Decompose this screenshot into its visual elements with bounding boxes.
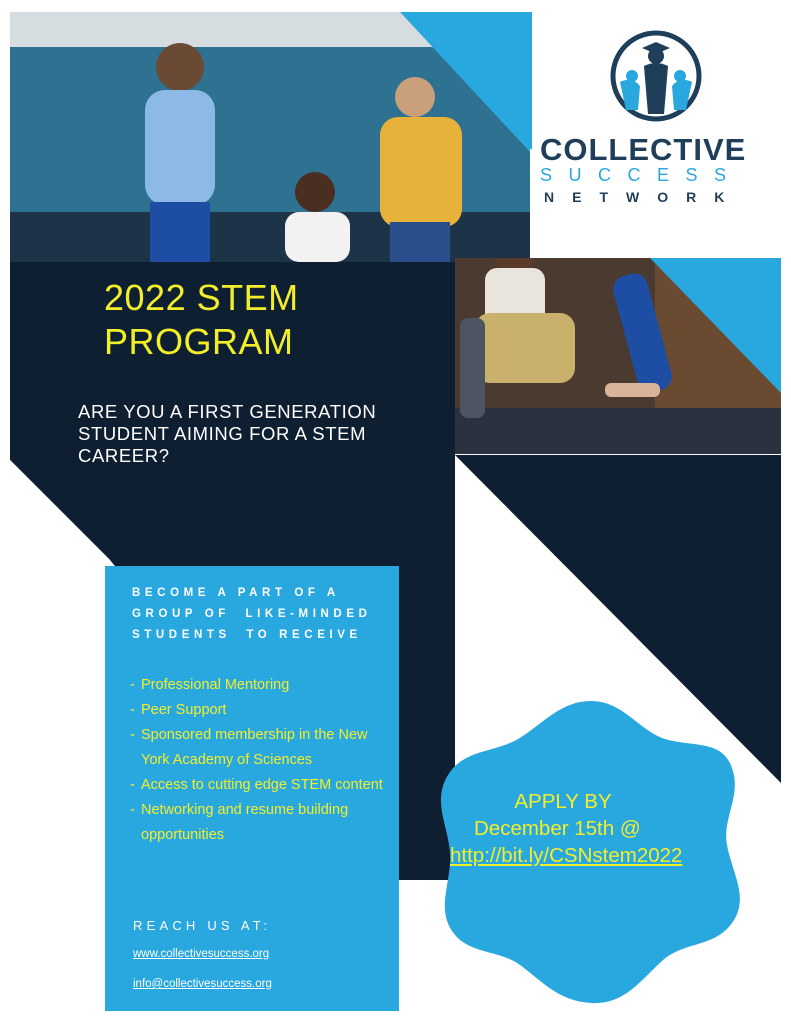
info-heading (132, 583, 392, 646)
benefit-item: - Networking and resume building opportunities (130, 798, 390, 848)
hero-photo (10, 12, 530, 262)
apply-deadline: December 15th @ (474, 817, 641, 840)
logo-wordmark-network: NETWORK (544, 189, 743, 205)
benefit-item: - Sponsored membership in the New York Academy of Sciences (130, 723, 390, 773)
benefit-item: - Access to cutting edge STEM content (130, 773, 390, 798)
program-title-line2: PROGRAM (104, 321, 294, 362)
logo-wordmark-success: SUCCESS (540, 165, 743, 185)
reach-us-label: REACH US AT: (133, 918, 272, 933)
email-link[interactable]: info@collectivesuccess.org (133, 978, 272, 990)
program-title (104, 276, 434, 364)
audience-question: ARE YOU A FIRST GENERATION STUDENT AIMING FOR A STEM CAREER? (78, 401, 377, 466)
website-link[interactable]: www.collectivesuccess.org (133, 948, 270, 960)
benefit-item: - Professional Mentoring (130, 673, 390, 698)
info-heading-line2: GROUP OF LIKE-MINDED (132, 608, 372, 620)
mentoring-photo-scene (455, 258, 781, 454)
info-heading-line1: BECOME A PART OF A (132, 587, 340, 599)
benefits-list (130, 673, 390, 848)
hero-photo-scene (10, 12, 530, 262)
benefit-item: - Peer Support (130, 698, 390, 723)
info-heading-line3: STUDENTS TO RECEIVE (132, 629, 362, 641)
logo-wordmark-collective: COLLECTIVE (540, 132, 747, 167)
graduate-figures-circle-icon (610, 30, 702, 122)
apply-link[interactable]: http://bit.ly/CSNstem2022 (450, 844, 683, 867)
apply-by-label: APPLY BY (514, 790, 612, 813)
program-title-line1: 2022 STEM (104, 277, 299, 318)
mentoring-photo (455, 258, 781, 454)
